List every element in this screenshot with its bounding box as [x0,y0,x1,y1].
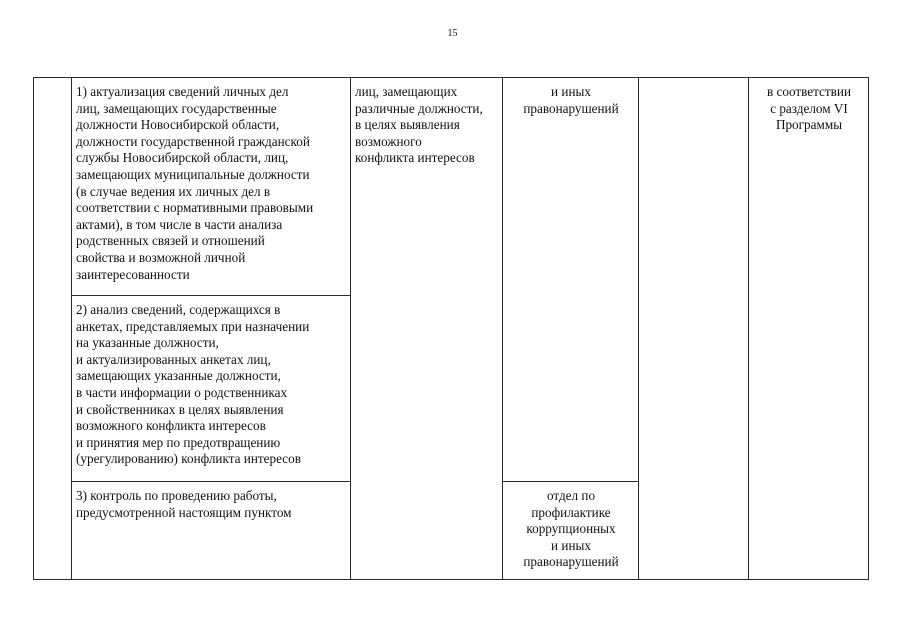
executor-cell-top: и иных правонарушений [503,78,639,482]
task-1-cell: 1) актуализация сведений личных дел лиц, замещающих государственные должности Новосибирской области, должности государственной гражданской службы Новосибирской области, лиц, замещающих муниципальные должности (в случае ведения их личных дел в соответствии с нормативными правовыми актами), в том числе в части анализа родственных связей и отношений свойства и возможной личной заинтересованности [72,78,351,296]
deadline-cell [639,78,749,580]
page-number: 15 [447,28,458,39]
row-number-cell [34,78,72,580]
task-2-cell: 2) анализ сведений, содержащихся в анкетах, представляемых при назначении на указанные должности, и актуализированных анкетах лиц, замещающих указанные должности, в части информации о родственниках и свойственниках в целях выявления возможного конфликта интересов и принятия мер по предотвращению (урегулированию) конфликта интересов [72,296,351,482]
executor-cell-bottom: отдел по профилактике коррупционных и иных правонарушений [503,482,639,580]
task-3-cell: 3) контроль по проведению работы, предусмотренной настоящим пунктом [72,482,351,580]
plan-table [33,77,869,580]
goal-cell: лиц, замещающих различные должности, в целях выявления возможного конфликта интересов [351,78,503,580]
result-cell: в соответствии с разделом VI Программы [749,78,869,580]
table-row [34,78,869,296]
